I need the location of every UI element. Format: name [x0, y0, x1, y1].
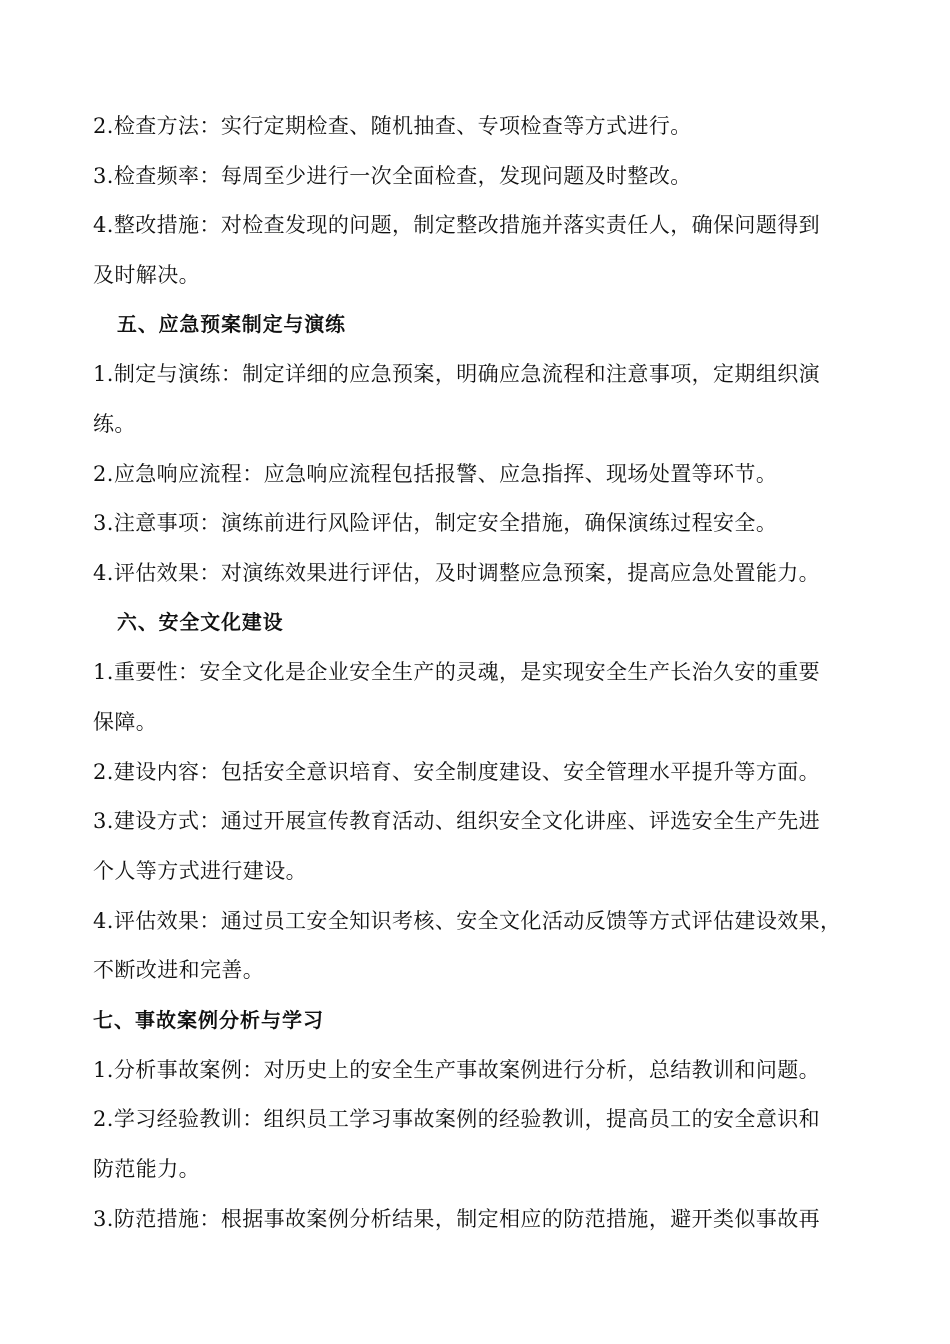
paragraph-line: 1.制定与演练：制定详细的应急预案，明确应急流程和注意事项，定期组织演: [93, 362, 821, 386]
paragraph-line: 3.注意事项：演练前进行风险评估，制定安全措施，确保演练过程安全。: [93, 511, 778, 535]
paragraph-line: 及时解决。: [93, 263, 200, 287]
paragraph-line: 防范能力。: [93, 1157, 200, 1181]
paragraph-line: 1.重要性：安全文化是企业安全生产的灵魂，是实现安全生产长治久安的重要: [93, 660, 821, 684]
paragraph-line: 练。: [93, 412, 136, 436]
paragraph-line: 保障。: [93, 710, 158, 734]
paragraph-line: 个人等方式进行建设。: [93, 859, 307, 883]
paragraph-line: 4.整改措施：对检查发现的问题，制定整改措施并落实责任人，确保问题得到: [93, 213, 821, 237]
paragraph-line: 2.建设内容：包括安全意识培育、安全制度建设、安全管理水平提升等方面。: [93, 760, 821, 784]
paragraph-line: 不断改进和完善。: [93, 958, 265, 982]
paragraph-line: 2.检查方法：实行定期检查、随机抽查、专项检查等方式进行。: [93, 114, 692, 138]
paragraph-line: 4.评估效果：通过员工安全知识考核、安全文化活动反馈等方式评估建设效果，: [93, 909, 842, 933]
paragraph-line: 2.应急响应流程：应急响应流程包括报警、应急指挥、现场处置等环节。: [93, 462, 778, 486]
section-heading-7: 七、事故案例分析与学习: [93, 1008, 324, 1032]
paragraph-line: 4.评估效果：对演练效果进行评估，及时调整应急预案，提高应急处置能力。: [93, 561, 821, 585]
section-heading-6: 六、安全文化建设: [117, 611, 284, 634]
paragraph-line: 2.学习经验教训：组织员工学习事故案例的经验教训，提高员工的安全意识和: [93, 1107, 821, 1131]
paragraph-line: 3.建设方式：通过开展宣传教育活动、组织安全文化讲座、评选安全生产先进: [93, 809, 821, 833]
paragraph-line: 1.分析事故案例：对历史上的安全生产事故案例进行分析，总结教训和问题。: [93, 1058, 821, 1082]
paragraph-line: 3.检查频率：每周至少进行一次全面检查，发现问题及时整改。: [93, 164, 692, 188]
paragraph-line: 3.防范措施：根据事故案例分析结果，制定相应的防范措施，避开类似事故再: [93, 1207, 821, 1231]
section-heading-5: 五、应急预案制定与演练: [117, 313, 346, 336]
